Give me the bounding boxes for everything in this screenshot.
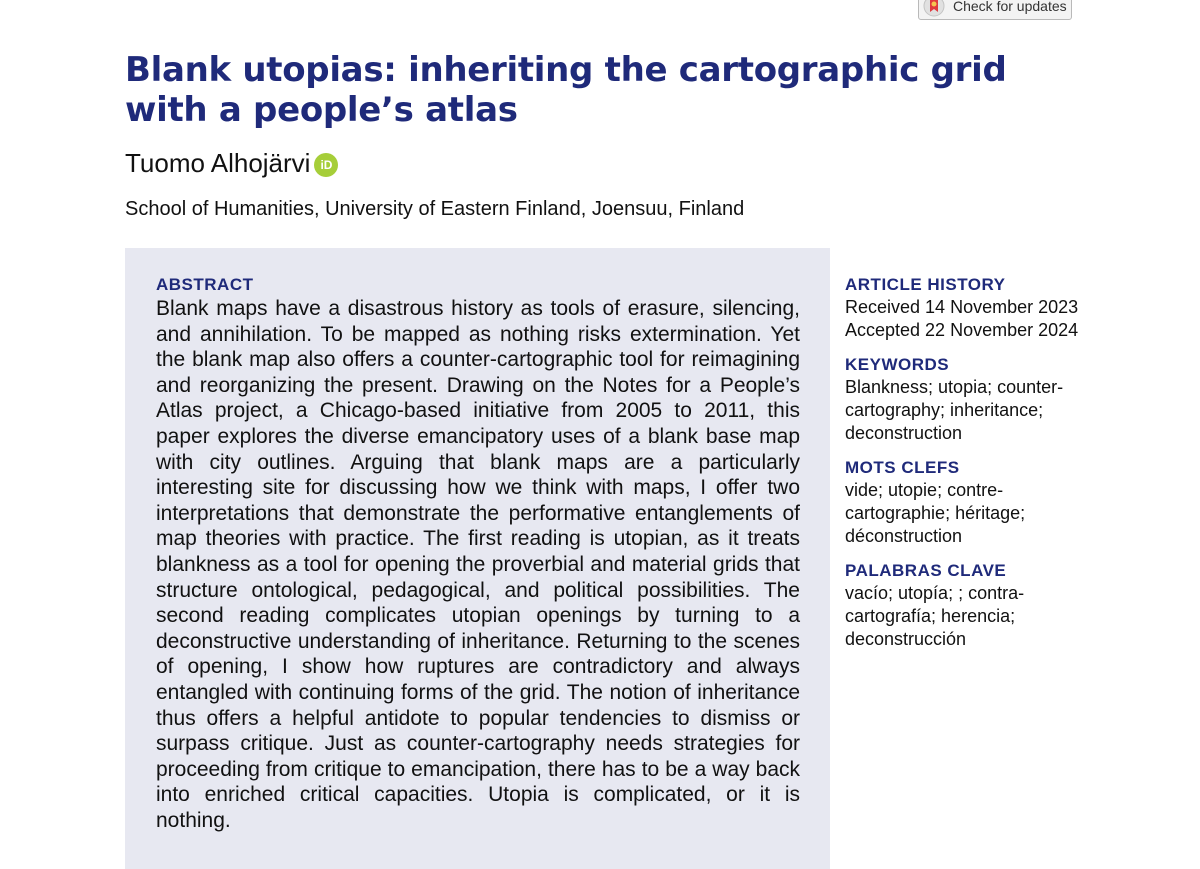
article-history-section bbox=[845, 274, 1105, 342]
author-affiliation: School of Humanities, University of Eastern Finland, Joensuu, Finland bbox=[125, 198, 745, 220]
keywords-line: Blankness; utopia; counter- bbox=[845, 377, 1064, 397]
check-updates-label: Check for updates bbox=[953, 0, 1067, 14]
abstract-text: Blank maps have a disastrous history as tools of erasure, silencing, and annihilation. To be mapped as nothing risks extermination. Yet the blank map also offers a counter-cartographic tool for reimagining and reorganizing the present. Drawing on the Notes for a People’s Atlas project, a Chicago-based initiative from 2005 to 2011, this paper explores the diverse emancipatory uses of a blank base map with city outlines. Arguing that blank maps are a particularly interesting site for discussing how we think with maps, I offer two interpretations that demonstrate the performative entanglements of map theories with practice. The first reading is utopian, as it treats blankness as a tool for opening the proverbial and material grids that structure ontological, pedagogical, and political possibilities. The second reading complicates utopian openings by turning to a deconstructive understanding of inheritance. Returning to the scenes of opening, I show how ruptures are contradictory and always entangled with continuing forms of the grid. The notion of inheritance thus offers a helpful antidote to popular tendencies to dismiss or surpass critique. Just as counter-cartography needs strategies for proceeding from critique to emancipation, there has to be a way back into enriched critical capacities. Utopia is complicated, or it is nothing. bbox=[156, 297, 800, 832]
palabras-clave-line: cartografía; herencia; bbox=[845, 606, 1016, 626]
mots-clefs-section bbox=[845, 457, 1105, 548]
article-title: Blank utopias: inheriting the cartographic grid with a people’s atlas bbox=[125, 50, 1007, 130]
palabras-clave-heading: PALABRAS CLAVE bbox=[845, 561, 1007, 580]
palabras-clave-section bbox=[845, 560, 1105, 651]
check-updates-icon bbox=[921, 0, 947, 19]
mots-clefs-line: cartographie; héritage; bbox=[845, 503, 1026, 523]
author-line bbox=[125, 148, 338, 179]
orcid-icon[interactable]: iD bbox=[314, 153, 338, 177]
keywords-section bbox=[845, 354, 1105, 445]
received-date: Received 14 November 2023 bbox=[845, 297, 1079, 317]
mots-clefs-line: déconstruction bbox=[845, 526, 963, 546]
keywords-line: cartography; inheritance; bbox=[845, 400, 1044, 420]
author-name: Tuomo Alhojärvi bbox=[125, 148, 311, 178]
palabras-clave-line: vacío; utopía; ; contra- bbox=[845, 583, 1025, 603]
mots-clefs-heading: MOTS CLEFS bbox=[845, 458, 960, 477]
mots-clefs-line: vide; utopie; contre- bbox=[845, 480, 1004, 500]
abstract-box bbox=[125, 248, 830, 869]
article-sidebar bbox=[845, 274, 1105, 663]
check-for-updates-button[interactable] bbox=[918, 0, 1072, 20]
keywords-line: deconstruction bbox=[845, 423, 963, 443]
abstract-heading: ABSTRACT bbox=[156, 275, 254, 294]
article-history-heading: ARTICLE HISTORY bbox=[845, 275, 1006, 294]
accepted-date: Accepted 22 November 2024 bbox=[845, 320, 1079, 340]
keywords-heading: KEYWORDS bbox=[845, 355, 950, 374]
palabras-clave-line: deconstrucción bbox=[845, 629, 967, 649]
